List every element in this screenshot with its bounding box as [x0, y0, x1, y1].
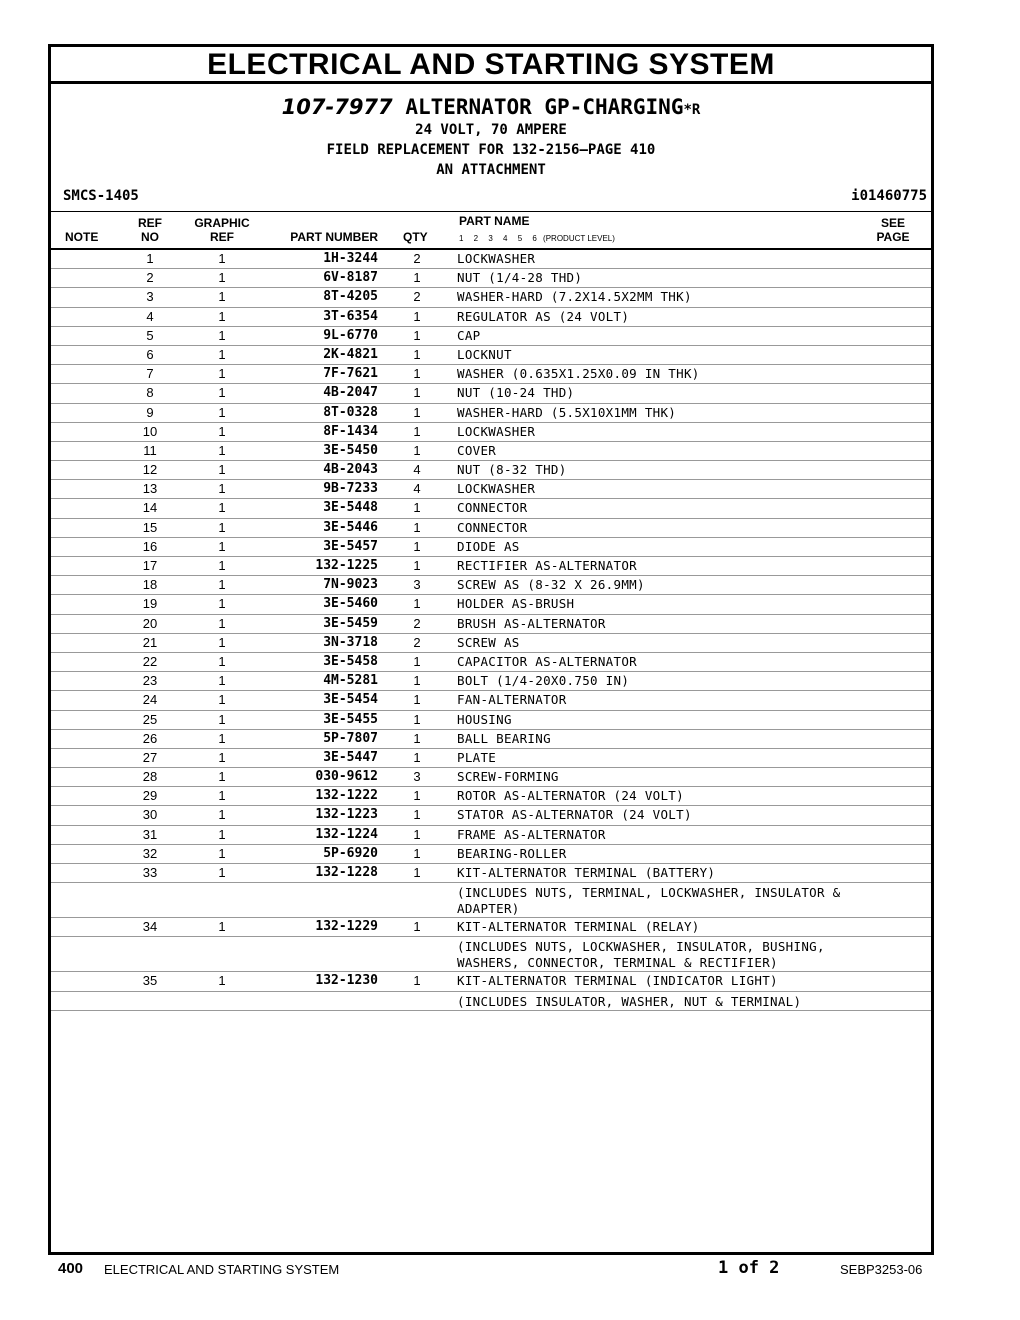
- table-row: [51, 346, 931, 365]
- part-number: 132-1228: [315, 865, 378, 880]
- part-name: KIT-ALTERNATOR TERMINAL (RELAY): [457, 919, 700, 935]
- page-frame: [48, 44, 934, 1255]
- ref-no: 25: [142, 711, 158, 727]
- group-title: [51, 94, 931, 123]
- part-number: 132-1230: [315, 973, 378, 989]
- qty: 1: [413, 327, 421, 343]
- part-name: LOCKWASHER: [457, 423, 536, 439]
- col-qty: QTY: [403, 230, 428, 244]
- ref-no: 7: [146, 366, 154, 382]
- qty: 1: [413, 749, 421, 765]
- part-name: (INCLUDES NUTS, TERMINAL, LOCKWASHER, INSULATOR & ADAPTER): [457, 885, 841, 917]
- graphic-ref: 1: [218, 289, 226, 305]
- part-name: CAP: [457, 327, 481, 343]
- part-name: LOCKWASHER: [457, 251, 536, 266]
- ref-no: 29: [142, 788, 158, 804]
- ref-no: 13: [142, 481, 158, 497]
- graphic-ref: 1: [218, 270, 226, 286]
- ref-no: 3: [146, 289, 154, 305]
- part-number: 4M-5281: [323, 673, 378, 689]
- part-number: 9L-6770: [323, 327, 378, 343]
- ref-no: 14: [142, 500, 158, 516]
- table-row: [51, 787, 931, 806]
- part-name: WASHER (0.635X1.25X0.09 IN THK): [457, 366, 700, 382]
- part-name: LOCKWASHER: [457, 481, 536, 497]
- qty: 1: [413, 673, 421, 689]
- ref-no: 18: [142, 577, 158, 593]
- ref-no: 27: [142, 749, 158, 765]
- graphic-ref: 1: [218, 807, 226, 823]
- part-number: 3E-5459: [323, 615, 378, 631]
- part-number: 3E-5448: [323, 500, 378, 516]
- col-graphic-top: GRAPHIC: [194, 216, 250, 230]
- group-info-replacement: FIELD REPLACEMENT FOR 132-2156—PAGE 410: [326, 142, 656, 158]
- graphic-ref: 1: [218, 596, 226, 612]
- part-name: KIT-ALTERNATOR TERMINAL (BATTERY): [457, 865, 716, 880]
- ref-no: 33: [142, 865, 158, 880]
- qty: 1: [413, 538, 421, 554]
- graphic-ref: 1: [218, 615, 226, 631]
- table-row: [51, 365, 931, 384]
- ref-no: 31: [142, 826, 158, 842]
- table-row: [51, 538, 931, 557]
- ref-no: 2: [146, 270, 154, 286]
- graphic-ref: 1: [218, 385, 226, 401]
- graphic-ref: 1: [218, 692, 226, 708]
- qty: 1: [413, 653, 421, 669]
- qty: 1: [413, 404, 421, 420]
- table-row: [51, 519, 931, 538]
- part-number: 9B-7233: [323, 481, 378, 497]
- part-number: 132-1229: [315, 919, 378, 935]
- col-see-bottom: PAGE: [876, 230, 910, 244]
- ref-no: 8: [146, 385, 154, 401]
- product-level-label: (PRODUCT LEVEL): [543, 234, 615, 243]
- part-number: 132-1222: [315, 788, 378, 804]
- qty: 3: [413, 577, 421, 593]
- ref-no: 9: [146, 404, 154, 420]
- part-name: COVER: [457, 442, 497, 458]
- graphic-ref: 1: [218, 500, 226, 516]
- part-name: NUT (8-32 THD): [457, 462, 567, 478]
- table-row: [51, 806, 931, 825]
- qty: 2: [413, 251, 421, 266]
- group-part-number: 107-7977: [281, 95, 393, 119]
- ref-no: 1: [146, 251, 154, 266]
- qty: 2: [413, 615, 421, 631]
- qty: 1: [413, 385, 421, 401]
- table-row-continuation: [51, 937, 931, 972]
- table-row: [51, 499, 931, 518]
- table-row: [51, 634, 931, 653]
- graphic-ref: 1: [218, 462, 226, 478]
- ref-no: 34: [142, 919, 158, 935]
- graphic-ref: 1: [218, 577, 226, 593]
- group-name: ALTERNATOR GP-CHARGING: [405, 95, 684, 119]
- graphic-ref: 1: [218, 366, 226, 382]
- graphic-ref: 1: [218, 251, 226, 266]
- ref-no: 5: [146, 327, 154, 343]
- col-part-name: PART NAME: [459, 214, 530, 228]
- levels-digits: 1 2 3 4 5 6: [459, 234, 537, 243]
- part-number: 4B-2047: [323, 385, 378, 401]
- part-name: CONNECTOR: [457, 500, 528, 516]
- ref-no: 15: [142, 519, 158, 535]
- qty: 1: [413, 973, 421, 989]
- part-number: 7N-9023: [323, 577, 378, 593]
- qty: 1: [413, 346, 421, 362]
- table-row: [51, 595, 931, 614]
- group-info-attachment: AN ATTACHMENT: [436, 162, 546, 178]
- part-name: NUT (1/4-28 THD): [457, 270, 583, 286]
- ref-no: 4: [146, 308, 154, 324]
- part-name: NUT (10-24 THD): [457, 385, 575, 401]
- graphic-ref: 1: [218, 919, 226, 935]
- graphic-ref: 1: [218, 481, 226, 497]
- part-number: 132-1223: [315, 807, 378, 823]
- part-name: DIODE AS: [457, 538, 520, 554]
- ref-no: 11: [143, 442, 157, 458]
- table-row: [51, 269, 931, 288]
- table-row: [51, 250, 931, 269]
- graphic-ref: 1: [218, 327, 226, 343]
- graphic-ref: 1: [218, 749, 226, 765]
- part-number: 3T-6354: [323, 308, 378, 324]
- table-row: [51, 672, 931, 691]
- graphic-ref: 1: [218, 346, 226, 362]
- part-name: KIT-ALTERNATOR TERMINAL (INDICATOR LIGHT): [457, 973, 778, 989]
- graphic-ref: 1: [218, 423, 226, 439]
- qty: 1: [413, 730, 421, 746]
- qty: 1: [413, 558, 421, 573]
- qty: 1: [413, 711, 421, 727]
- ref-no: 6: [146, 346, 154, 362]
- col-ref-bottom: NO: [141, 230, 159, 244]
- footer-section: ELECTRICAL AND STARTING SYSTEM: [104, 1262, 340, 1277]
- table-row: [51, 404, 931, 423]
- graphic-ref: 1: [218, 788, 226, 804]
- qty: 1: [413, 807, 421, 823]
- part-name: SCREW AS: [457, 634, 520, 650]
- graphic-ref: 1: [218, 826, 226, 842]
- section-title: ELECTRICAL AND STARTING SYSTEM: [207, 48, 775, 81]
- part-name: CAPACITOR AS-ALTERNATOR: [457, 653, 637, 669]
- graphic-ref: 1: [218, 673, 226, 689]
- part-number: 2K-4821: [323, 346, 378, 362]
- table-row: [51, 576, 931, 595]
- footer-doc-id: SEBP3253-06: [840, 1262, 923, 1277]
- page-footer: [0, 1258, 1020, 1282]
- qty: 4: [413, 462, 421, 478]
- table-row: [51, 615, 931, 634]
- part-name: FRAME AS-ALTERNATOR: [457, 826, 606, 842]
- part-name: PLATE: [457, 749, 497, 765]
- graphic-ref: 1: [218, 308, 226, 324]
- col-ref-no: [135, 216, 165, 244]
- part-number: 3E-5446: [323, 519, 378, 535]
- table-row: [51, 557, 931, 576]
- part-number: 1H-3244: [323, 251, 378, 266]
- part-number: 3N-3718: [323, 634, 378, 650]
- part-name: BALL BEARING: [457, 730, 551, 746]
- table-row: [51, 423, 931, 442]
- col-ref-top: REF: [138, 216, 162, 230]
- footer-page-of: 1 of 2: [718, 1258, 780, 1278]
- part-name: LOCKNUT: [457, 346, 512, 362]
- part-number: 3E-5454: [323, 692, 378, 708]
- table-row: [51, 442, 931, 461]
- qty: 2: [413, 634, 421, 650]
- table-row: [51, 691, 931, 710]
- qty: 2: [413, 289, 421, 305]
- group-suffix: *R: [683, 102, 701, 118]
- illustration-id: i01460775: [851, 188, 927, 204]
- part-number: 8F-1434: [323, 423, 378, 439]
- table-row: [51, 288, 931, 307]
- part-name: ROTOR AS-ALTERNATOR (24 VOLT): [457, 788, 684, 804]
- parts-table: [51, 250, 931, 1011]
- table-row: [51, 918, 931, 937]
- qty: 4: [413, 481, 421, 497]
- qty: 1: [413, 845, 421, 861]
- table-row: [51, 972, 931, 991]
- part-name: HOLDER AS-BRUSH: [457, 596, 575, 612]
- qty: 1: [413, 596, 421, 612]
- qty: 1: [413, 788, 421, 804]
- qty: 1: [413, 270, 421, 286]
- ref-no: 10: [142, 423, 158, 439]
- part-name: BOLT (1/4-20X0.750 IN): [457, 673, 630, 689]
- table-row: [51, 864, 931, 883]
- graphic-ref: 1: [218, 711, 226, 727]
- graphic-ref: 1: [218, 558, 226, 573]
- part-name: REGULATOR AS (24 VOLT): [457, 308, 630, 324]
- qty: 3: [413, 769, 421, 785]
- qty: 1: [413, 826, 421, 842]
- table-row-continuation: [51, 883, 931, 918]
- graphic-ref: 1: [218, 973, 226, 989]
- col-see-top: SEE: [880, 216, 905, 230]
- part-number: 3E-5447: [323, 749, 378, 765]
- graphic-ref: 1: [218, 538, 226, 554]
- part-number: 3E-5460: [323, 596, 378, 612]
- table-header: [51, 212, 931, 250]
- part-number: 7F-7621: [323, 366, 378, 382]
- part-number: 3E-5455: [323, 711, 378, 727]
- part-name: RECTIFIER AS-ALTERNATOR: [457, 558, 637, 573]
- table-row: [51, 826, 931, 845]
- part-number: 3E-5450: [323, 442, 378, 458]
- part-number: 6V-8187: [323, 270, 378, 286]
- ref-no: 24: [142, 692, 158, 708]
- table-row: [51, 768, 931, 787]
- table-row: [51, 653, 931, 672]
- graphic-ref: 1: [218, 634, 226, 650]
- col-graphic-ref: [191, 216, 253, 244]
- part-name: SCREW-FORMING: [457, 769, 559, 785]
- qty: 1: [413, 366, 421, 382]
- part-number: 8T-0328: [323, 404, 378, 420]
- graphic-ref: 1: [218, 519, 226, 535]
- table-row: [51, 461, 931, 480]
- footer-page-number: 400: [58, 1260, 84, 1277]
- part-name: (INCLUDES INSULATOR, WASHER, NUT & TERMINAL): [457, 993, 802, 1009]
- ref-no: 16: [142, 538, 158, 554]
- section-title-bar: [51, 47, 931, 84]
- graphic-ref: 1: [218, 730, 226, 746]
- ref-no: 26: [142, 730, 158, 746]
- graphic-ref: 1: [218, 653, 226, 669]
- part-name: WASHER-HARD (7.2X14.5X2MM THK): [457, 289, 692, 305]
- part-number: 3E-5457: [323, 538, 378, 554]
- col-product-levels: [459, 232, 615, 246]
- table-row: [51, 711, 931, 730]
- table-row: [51, 327, 931, 346]
- part-name: CONNECTOR: [457, 519, 528, 535]
- graphic-ref: 1: [218, 404, 226, 420]
- table-row: [51, 845, 931, 864]
- part-number: 8T-4205: [323, 289, 378, 305]
- part-name: SCREW AS (8-32 X 26.9MM): [457, 577, 645, 593]
- col-note: NOTE: [65, 230, 99, 244]
- ref-no: 20: [142, 615, 158, 631]
- smcs-code: SMCS-1405: [63, 188, 139, 204]
- ref-no: 12: [142, 462, 158, 478]
- part-name: WASHER-HARD (5.5X10X1MM THK): [457, 404, 677, 420]
- part-name: BRUSH AS-ALTERNATOR: [457, 615, 606, 631]
- ref-no: 32: [142, 845, 158, 861]
- ref-no: 17: [142, 558, 158, 573]
- part-number: 030-9612: [315, 769, 378, 785]
- part-name: BEARING-ROLLER: [457, 845, 567, 861]
- part-number: 132-1225: [315, 558, 378, 573]
- graphic-ref: 1: [218, 769, 226, 785]
- ref-no: 35: [142, 973, 158, 989]
- qty: 1: [413, 919, 421, 935]
- table-row: [51, 308, 931, 327]
- table-row: [51, 749, 931, 768]
- table-row-continuation: [51, 992, 931, 1011]
- table-row: [51, 730, 931, 749]
- part-number: 4B-2043: [323, 462, 378, 478]
- graphic-ref: 1: [218, 442, 226, 458]
- ref-no: 21: [142, 634, 158, 650]
- table-row: [51, 480, 931, 499]
- group-header: [51, 84, 931, 212]
- part-name: STATOR AS-ALTERNATOR (24 VOLT): [457, 807, 692, 823]
- qty: 1: [413, 423, 421, 439]
- table-row: [51, 384, 931, 403]
- part-number: 3E-5458: [323, 653, 378, 669]
- part-number: 132-1224: [315, 826, 378, 842]
- col-graphic-bottom: REF: [210, 230, 234, 244]
- qty: 1: [413, 500, 421, 516]
- ref-no: 28: [142, 769, 158, 785]
- ref-no: 19: [142, 596, 158, 612]
- part-name: FAN-ALTERNATOR: [457, 692, 567, 708]
- qty: 1: [413, 442, 421, 458]
- qty: 1: [413, 865, 421, 880]
- part-name: HOUSING: [457, 711, 512, 727]
- col-see-page: [873, 216, 913, 244]
- ref-no: 30: [142, 807, 158, 823]
- group-info-voltage: 24 VOLT, 70 AMPERE: [415, 122, 567, 138]
- col-part-number: PART NUMBER: [290, 230, 378, 244]
- graphic-ref: 1: [218, 845, 226, 861]
- qty: 1: [413, 519, 421, 535]
- qty: 1: [413, 692, 421, 708]
- part-number: 5P-7807: [323, 730, 378, 746]
- part-name: (INCLUDES NUTS, LOCKWASHER, INSULATOR, BUSHING, WASHERS, CONNECTOR, TERMINAL & RECTIFIER): [457, 939, 825, 971]
- ref-no: 22: [142, 653, 158, 669]
- part-number: 5P-6920: [323, 845, 378, 861]
- graphic-ref: 1: [218, 865, 226, 880]
- ref-no: 23: [142, 673, 158, 689]
- qty: 1: [413, 308, 421, 324]
